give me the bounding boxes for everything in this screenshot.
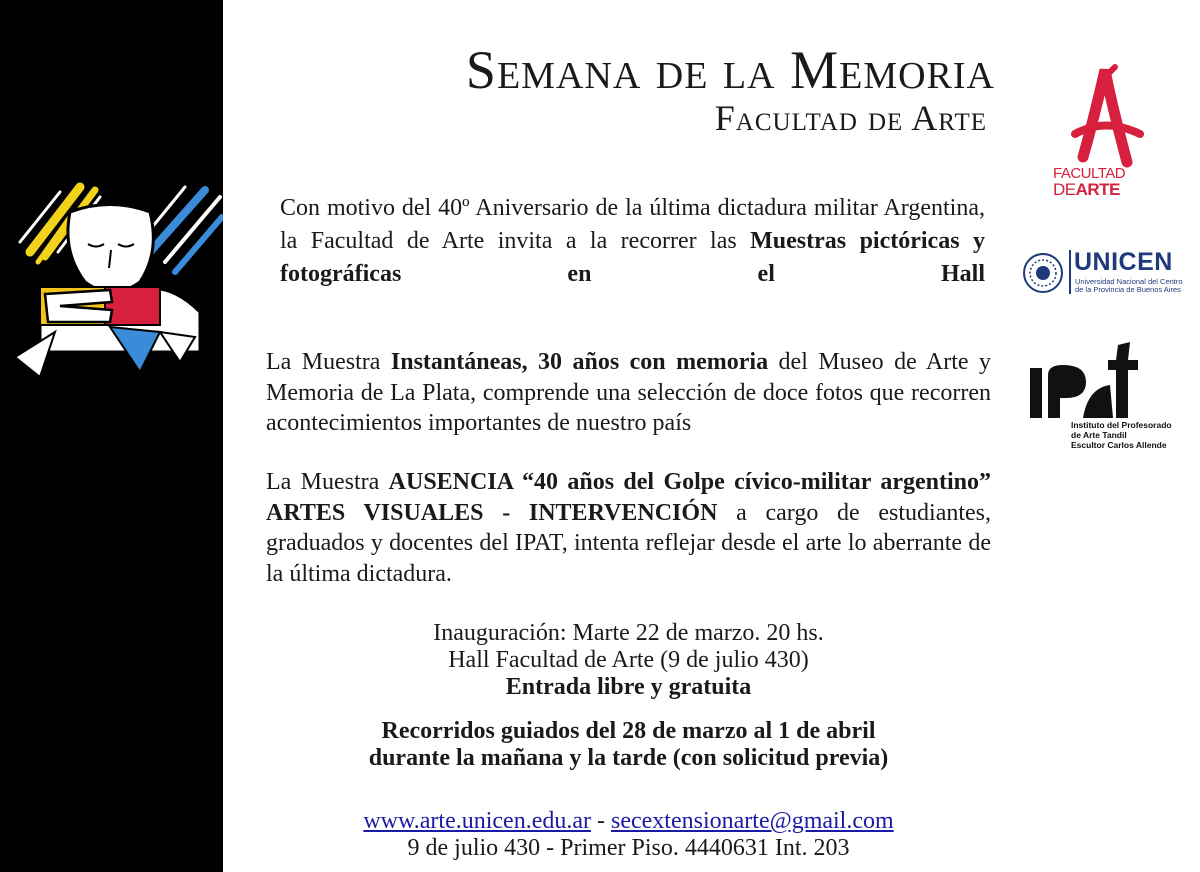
contact-separator: - (591, 808, 611, 834)
facultad-logo-line2 (1053, 181, 1120, 198)
muestra-ausencia-paragraph (266, 467, 991, 589)
contact-address: 9 de julio 430 - Primer Piso. 4440631 Int. 203 (407, 835, 850, 861)
memory-artwork-illustration (0, 182, 223, 392)
unicen-seal-icon (1022, 252, 1064, 294)
page-subtitle: Facultad de Arte (714, 98, 987, 138)
facultad-logo-arte: ARTE (1075, 180, 1120, 199)
intro-paragraph (280, 192, 985, 291)
email-link[interactable]: secextensionarte@gmail.com (611, 808, 894, 834)
ipat-mark-icon (1028, 340, 1158, 420)
facultad-logo-de: DE (1053, 180, 1076, 199)
intro-text: Con motivo del 40º Aniversario de la última dictadura militar Argentina, la Facultad de Arte invita a la recorrer las (280, 195, 985, 254)
unicen-divider (1069, 250, 1071, 294)
muestra2-text: a cargo de estudiantes, graduados y docentes del IPAT, intenta reflejar desde el arte lo aberrante de la última dictadura. (266, 499, 992, 587)
inauguration-info (266, 620, 991, 701)
muestra1-title: Instantáneas, 30 años con memoria (390, 349, 769, 375)
free-entry-text: Entrada libre y gratuita (505, 674, 752, 700)
muestra1-prefix: La Muestra (266, 349, 391, 375)
ipat-line2: de Arte Tandil (1071, 430, 1127, 440)
page-title-block (250, 40, 995, 136)
contact-info (266, 808, 991, 862)
muestra1-text: del Museo de Arte y Memoria de La Plata, comprende una selección de doce fotos que recorren acontecimientos importantes de nuestro país (266, 349, 992, 436)
ipat-line3: Escultor Carlos Allende (1071, 440, 1167, 450)
muestra2-prefix: La Muestra (266, 469, 389, 495)
tours-times: durante la mañana y la tarde (con solicitud previa) (368, 745, 889, 771)
ipat-line1: Instituto del Profesorado (1071, 420, 1172, 430)
left-black-band (0, 0, 223, 872)
unicen-subtitle-2: de la Provincia de Buenos Aires (1075, 285, 1181, 294)
page-title: Semana de la Memoria (465, 40, 995, 100)
muestra2-title: AUSENCIA “40 años del Golpe cívico-militar argentino” ARTES VISUALES - INTERVENCIÓN (266, 469, 991, 526)
free-entry (266, 674, 991, 701)
muestra-instantaneas-paragraph (266, 347, 991, 439)
unicen-name: UNICEN (1074, 248, 1173, 276)
facultad-logo-line1: FACULTAD (1053, 165, 1126, 182)
inauguration-place: Hall Facultad de Arte (9 de julio 430) (448, 647, 809, 673)
guided-tours-info (266, 718, 991, 772)
website-link[interactable]: www.arte.unicen.edu.ar (363, 808, 591, 834)
unicen-logo (1022, 248, 1182, 298)
facultad-de-arte-logo (1045, 62, 1155, 202)
unicen-subtitle-1: Universidad Nacional del Centro (1075, 277, 1183, 286)
inauguration-date: Inauguración: Marte 22 de marzo. 20 hs. (433, 620, 824, 646)
tours-dates: Recorridos guiados del 28 de marzo al 1 de abril (381, 718, 876, 744)
ipat-logo (1028, 340, 1178, 455)
intro-bold: Muestras pictóricas y fotográficas en el Hall (280, 228, 985, 287)
